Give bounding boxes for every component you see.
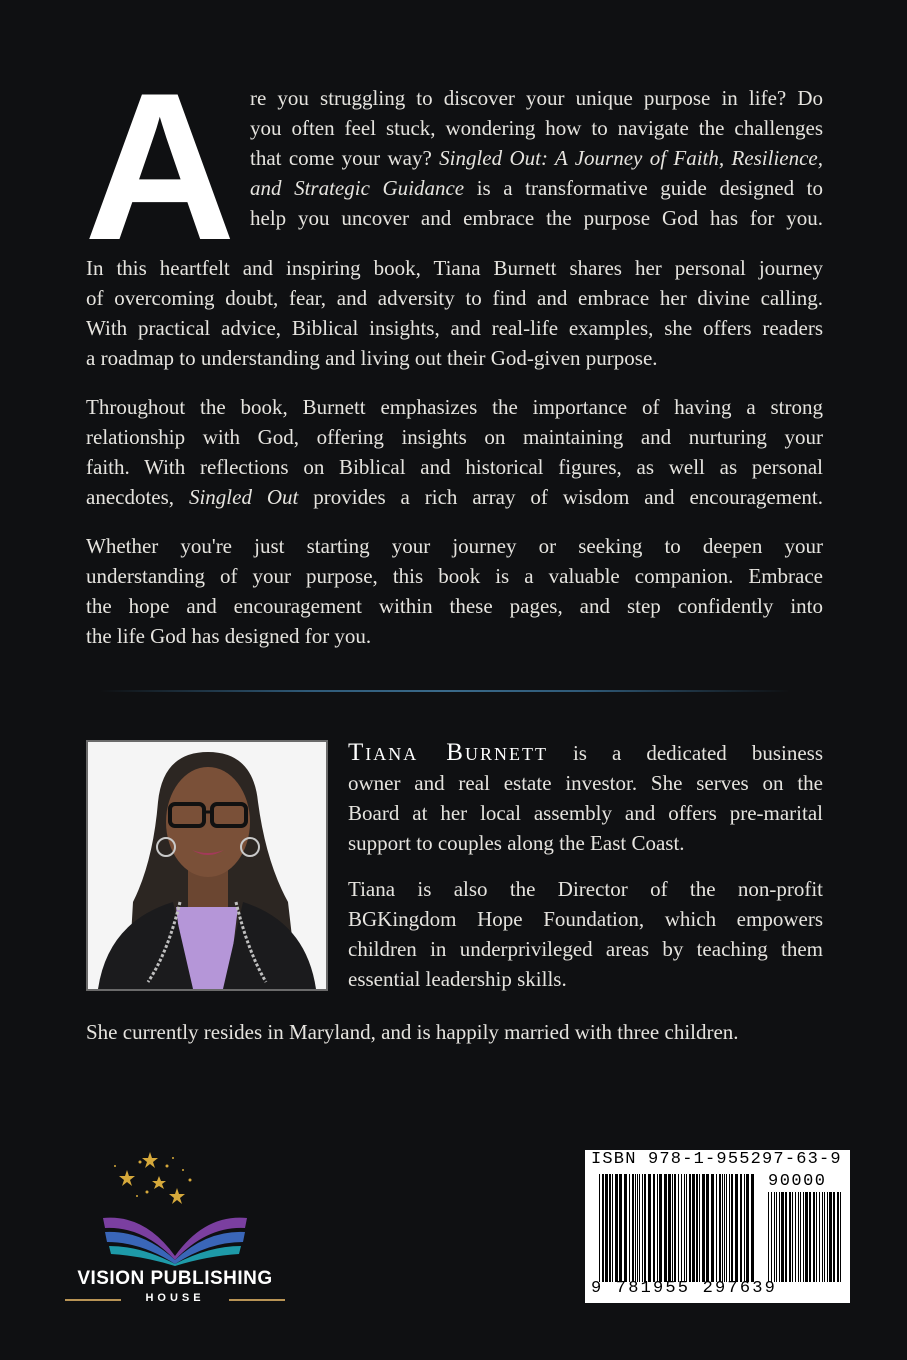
paragraph-line: the life God has designed for you.: [86, 624, 372, 648]
barcode-bar: [629, 1174, 630, 1282]
paragraph-companion: [86, 531, 823, 651]
barcode-bar: [686, 1174, 687, 1282]
barcode-bar: [711, 1174, 714, 1282]
intro-text: is a transformative guide designed to: [464, 176, 823, 200]
author-bio-line: children in underprivileged areas by teaching them: [348, 937, 823, 961]
barcode-bar: [659, 1174, 662, 1282]
barcode-bar: [615, 1174, 618, 1282]
barcode-bar: [829, 1192, 832, 1282]
barcode-bar: [833, 1192, 835, 1282]
barcode-bar: [792, 1192, 793, 1282]
open-book-icon: [55, 1148, 295, 1268]
barcode-bar: [605, 1174, 608, 1282]
barcode-bar: [637, 1174, 638, 1282]
barcode-bar: [657, 1174, 658, 1282]
paragraph-line: understanding of your purpose, this book is a valuable companion. Embrace: [86, 564, 823, 588]
barcode-bar: [678, 1174, 679, 1282]
intro-line: [250, 173, 823, 203]
barcode-bar: [653, 1174, 655, 1282]
ean-number: 9 781955 297639: [591, 1279, 778, 1298]
author-portrait-icon: [88, 742, 326, 989]
author-bio-line: Tiana is also the Director of the non-profit: [348, 877, 823, 901]
book-title-italic: Singled Out: [188, 485, 299, 509]
paragraph-line: the hope and encouragement within these pages, and step confidently into: [86, 594, 823, 618]
isbn-number: ISBN 978-1-955297-63-9: [591, 1150, 842, 1169]
barcode-bar: [774, 1192, 775, 1282]
barcode-bar: [837, 1192, 839, 1282]
isbn-barcode: [585, 1150, 850, 1303]
barcode-bar: [798, 1192, 799, 1282]
intro-line: you often feel stuck, wondering how to navigate the challenges: [250, 116, 823, 140]
barcode-bar: [819, 1192, 820, 1282]
barcode-bar: [822, 1192, 823, 1282]
barcode-bar: [816, 1192, 817, 1282]
barcode-bar: [824, 1192, 825, 1282]
author-closing: She currently resides in Maryland, and is happily married with three children.: [86, 1020, 739, 1044]
publisher-name: VISION PUBLISHING: [77, 1268, 273, 1289]
barcode-bar: [785, 1192, 787, 1282]
barcode-bar: [813, 1192, 815, 1282]
author-bio-line: BGKingdom Hope Foundation, which empowers: [348, 907, 823, 931]
barcode-bar: [746, 1174, 749, 1282]
barcode-bar: [724, 1174, 725, 1282]
barcode-bar: [719, 1174, 721, 1282]
publisher-logo: [55, 1148, 295, 1308]
paragraph-line: With practical advice, Biblical insights, and real-life examples, she offers readers: [86, 316, 823, 340]
paragraph-line: relationship with God, offering insights on maintaining and nurturing your: [86, 425, 823, 449]
author-bio-text: is a dedicated business: [547, 741, 823, 765]
barcode-bar: [789, 1192, 791, 1282]
paragraph-line: [86, 482, 823, 512]
section-divider: [100, 690, 790, 692]
barcode-bar: [648, 1174, 651, 1282]
barcode-bar: [624, 1174, 627, 1282]
author-bio-line: essential leadership skills.: [348, 967, 567, 991]
drop-cap: A: [84, 49, 236, 284]
paragraph-line: faith. With reflections on Biblical and historical figures, as well as personal: [86, 455, 823, 479]
barcode-bar: [702, 1174, 705, 1282]
barcode-bar: [689, 1174, 691, 1282]
barcode-bar: [771, 1192, 772, 1282]
intro-paragraph: [250, 83, 823, 233]
barcode-bar: [840, 1192, 841, 1282]
paragraph-line: of overcoming doubt, fear, and adversity to find and embrace her divine calling.: [86, 286, 823, 310]
book-title-italic: Singled Out: A Journey of Faith, Resilience,: [439, 146, 823, 170]
paragraph-journey: [86, 253, 823, 373]
intro-line: help you uncover and embrace the purpose God has for you.: [250, 206, 823, 230]
barcode-bar: [644, 1174, 646, 1282]
paragraph-line: Throughout the book, Burnett emphasizes the importance of having a strong: [86, 395, 823, 419]
barcode-bar: [800, 1192, 801, 1282]
barcode-bar: [684, 1174, 685, 1282]
publisher-sub: HOUSE: [145, 1292, 205, 1304]
barcode-bar: [731, 1174, 733, 1282]
barcode-bar: [635, 1174, 636, 1282]
publisher-rule: [229, 1299, 285, 1301]
barcode-bar: [781, 1192, 784, 1282]
barcode-bar: [609, 1174, 611, 1282]
barcode-bar: [803, 1192, 804, 1282]
barcode-bar: [776, 1192, 777, 1282]
paragraph-text: anecdotes,: [86, 485, 189, 509]
barcode-bar: [795, 1192, 796, 1282]
barcode-addon-bars: [768, 1192, 844, 1282]
price-code: 90000: [768, 1172, 827, 1191]
barcode-bar: [639, 1174, 640, 1282]
paragraph-line: a roadmap to understanding and living out their God-given purpose.: [86, 346, 658, 370]
barcode-bar: [692, 1174, 695, 1282]
barcode-bar: [706, 1174, 709, 1282]
barcode-bar: [805, 1192, 808, 1282]
barcode-bar: [726, 1174, 727, 1282]
barcode-bar: [672, 1174, 673, 1282]
paragraph-line: Whether you're just starting your journey or seeking to deepen your: [86, 534, 823, 558]
barcode-bar: [809, 1192, 811, 1282]
barcode-bar: [664, 1174, 667, 1282]
paragraph-text: provides a rich array of wisdom and encouragement.: [298, 485, 823, 509]
barcode-bar: [602, 1174, 604, 1282]
author-photo: [86, 740, 328, 991]
barcode-bar: [674, 1174, 676, 1282]
barcode-bar: [642, 1174, 643, 1282]
book-title-italic: and Strategic Guidance: [250, 176, 465, 200]
barcode-bar: [729, 1174, 730, 1282]
barcode-bar: [668, 1174, 671, 1282]
barcode-bar: [716, 1174, 717, 1282]
author-name: Tiana Burnett: [348, 739, 548, 766]
barcode-bar: [827, 1192, 828, 1282]
barcode-bar: [768, 1192, 769, 1282]
barcode-bar: [599, 1174, 600, 1282]
barcode-bar: [699, 1174, 700, 1282]
barcode-bar: [632, 1174, 634, 1282]
barcode-bar: [696, 1174, 698, 1282]
barcode-bar: [612, 1174, 613, 1282]
intro-line: re you struggling to discover your unique purpose in life? Do: [250, 86, 823, 110]
author-bio-line: [348, 738, 823, 768]
barcode-bar: [740, 1174, 742, 1282]
barcode-bars: [599, 1174, 757, 1282]
barcode-bar: [722, 1174, 723, 1282]
intro-text: that come your way?: [250, 146, 440, 170]
author-bio-line: owner and real estate investor. She serves on the: [348, 771, 823, 795]
barcode-bar: [779, 1192, 780, 1282]
paragraph-line: In this heartfelt and inspiring book, Tiana Burnett shares her personal journey: [86, 256, 823, 280]
barcode-bar: [751, 1174, 754, 1282]
author-bio-line: Board at her local assembly and offers pre-marital: [348, 801, 823, 825]
barcode-bar: [735, 1174, 738, 1282]
author-bio-line: support to couples along the East Coast.: [348, 831, 685, 855]
barcode-bar: [619, 1174, 622, 1282]
barcode-bar: [744, 1174, 745, 1282]
paragraph-relationship: [86, 392, 823, 512]
barcode-bar: [681, 1174, 682, 1282]
author-bio: [348, 738, 823, 994]
intro-line: [250, 143, 823, 173]
